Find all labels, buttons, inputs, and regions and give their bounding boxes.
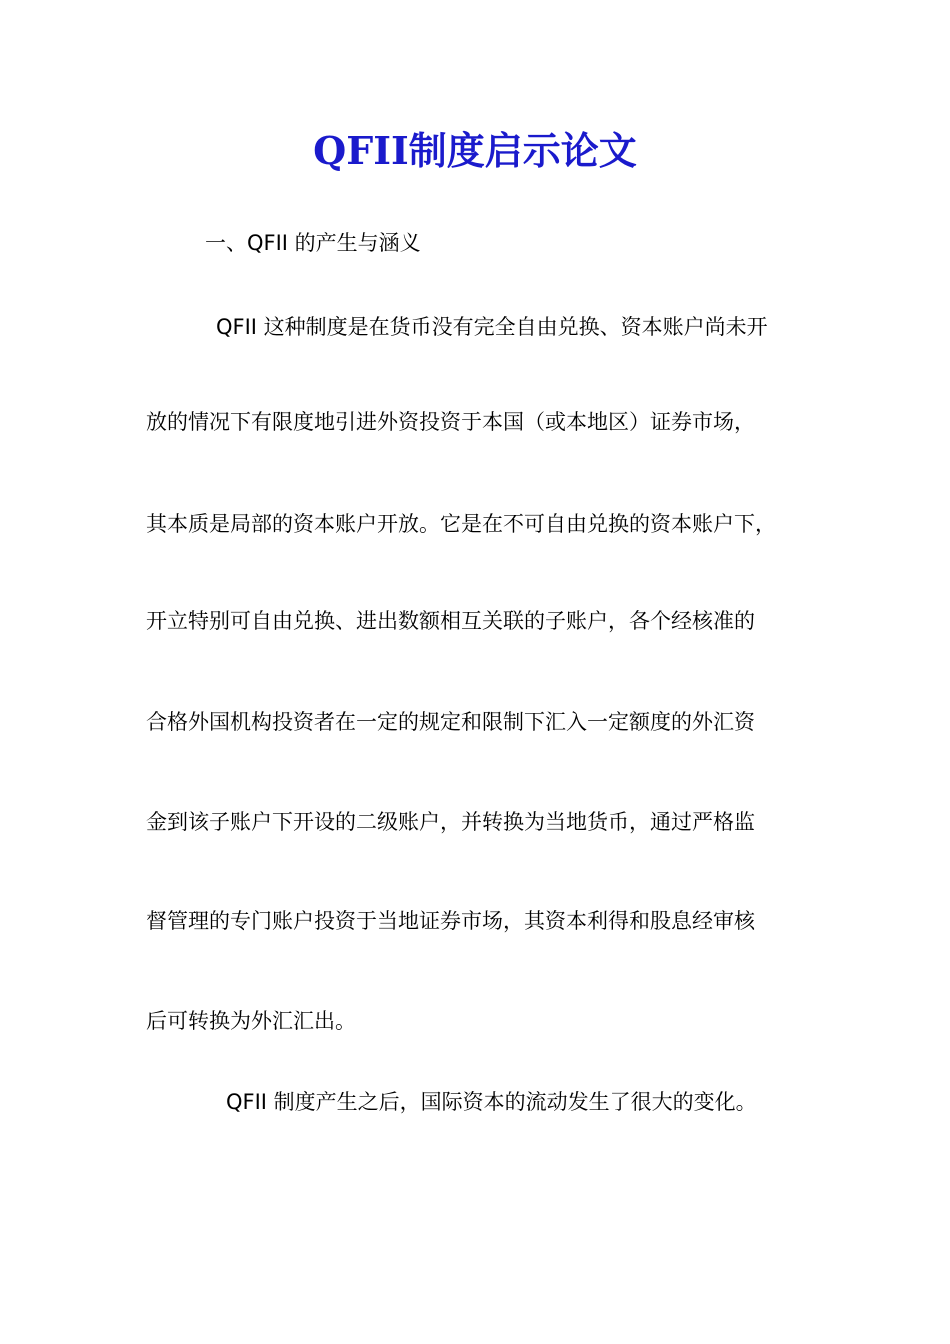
paragraph-line: 后可转换为外汇汇出。 xyxy=(146,1009,356,1033)
paragraph-line: QFII 制度产生之后，国际资本的流动发生了很大的变化。 xyxy=(226,1090,757,1114)
paragraph-line: 合格外国机构投资者在一定的规定和限制下汇入一定额度的外汇资 xyxy=(146,710,755,734)
paragraph-line: 放的情况下有限度地引进外资投资于本国（或本地区）证券市场， xyxy=(146,410,755,434)
paragraph-line: 督管理的专门账户投资于当地证券市场，其资本利得和股息经审核 xyxy=(146,909,755,933)
paragraph-line: QFII 这种制度是在货币没有完全自由兑换、资本账户尚未开 xyxy=(216,315,768,339)
document-title: QFII制度启示论文 xyxy=(313,128,637,173)
paragraph-line: 开立特别可自由兑换、进出数额相互关联的子账户，各个经核准的 xyxy=(146,609,755,633)
section-heading: 一、QFII 的产生与涵义 xyxy=(205,231,421,255)
paragraph-line: 其本质是局部的资本账户开放。它是在不可自由兑换的资本账户下， xyxy=(146,512,776,536)
paragraph-line: 金到该子账户下开设的二级账户，并转换为当地货币，通过严格监 xyxy=(146,810,755,834)
